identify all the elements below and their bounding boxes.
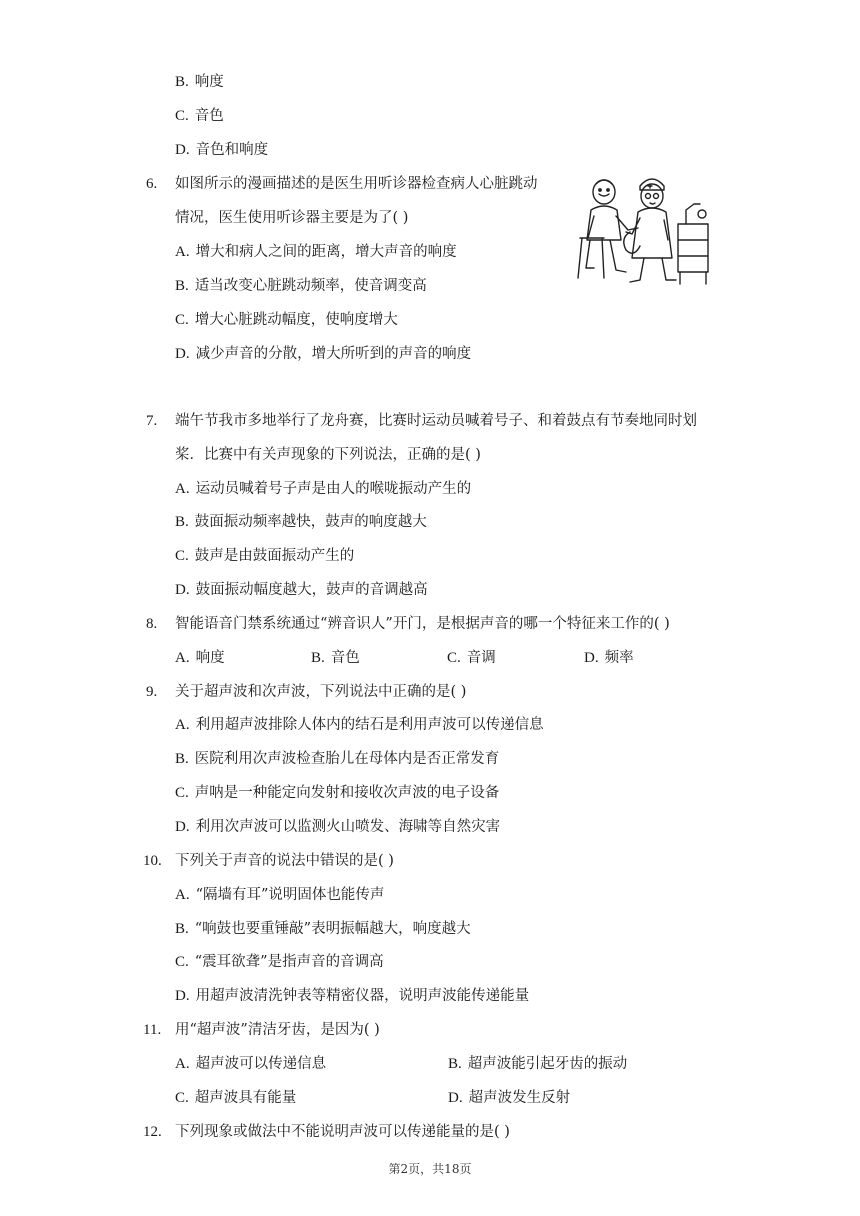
q6-stem-line2: 情况，医生使用听诊器主要是为了( ) <box>175 210 409 226</box>
q7-stem-line2: 桨．比赛中有关声现象的下列说法，正确的是( ) <box>175 447 481 463</box>
q10-stem: 下列关于声音的说法中错误的是( ) <box>175 853 394 869</box>
q10-option-b: B. “响鼓也要重锤敲”表明振幅越大，响度越大 <box>175 921 471 937</box>
q8-option-b: B. 音色 <box>311 650 360 666</box>
q6-option-a: A. 增大和病人之间的距离，增大声音的响度 <box>175 244 457 260</box>
q6-number: 6. <box>146 176 158 192</box>
q8-number: 8. <box>146 616 158 632</box>
q5-option-d: D. 音色和响度 <box>175 142 269 158</box>
q6-option-b: B. 适当改变心脏跳动频率，使音调变高 <box>175 278 427 294</box>
q11-stem: 用“超声波”清洁牙齿，是因为( ) <box>175 1022 380 1038</box>
q12-stem: 下列现象或做法中不能说明声波可以传递能量的是( ) <box>175 1124 510 1140</box>
page-footer: 第2页，共18页 <box>388 1162 472 1176</box>
q8-option-c: C. 音调 <box>447 650 496 666</box>
q8-option-d: D. 频率 <box>584 650 634 666</box>
q6-option-d: D. 减少声音的分散，增大所听到的声音的响度 <box>175 346 472 362</box>
q10-number: 10. <box>143 853 162 869</box>
q6-option-c: C. 增大心脏跳动幅度，使响度增大 <box>175 312 398 328</box>
q6-stem-line1: 如图所示的漫画描述的是医生用听诊器检查病人心脏跳动 <box>175 176 538 192</box>
q9-option-c: C. 声呐是一种能定向发射和接收次声波的电子设备 <box>175 785 500 801</box>
q9-option-b: B. 医院利用次声波检查胎儿在母体内是否正常发育 <box>175 751 500 767</box>
q7-stem-line1: 端午节我市多地举行了龙舟赛，比赛时运动员喊着号子、和着鼓点有节奏地同时划 <box>175 413 697 429</box>
doctor-stethoscope-illustration <box>566 170 716 292</box>
q7-option-c: C. 鼓声是由鼓面振动产生的 <box>175 548 355 564</box>
q9-number: 9. <box>146 684 158 700</box>
q10-option-a: A. “隔墙有耳”说明固体也能传声 <box>175 887 385 903</box>
q10-option-c: C. “震耳欲聋”是指声音的音调高 <box>175 954 384 970</box>
q11-option-a: A. 超声波可以传递信息 <box>175 1056 327 1072</box>
q8-stem: 智能语音门禁系统通过“辨音识人”开门，是根据声音的哪一个特征来工作的( ) <box>175 616 670 632</box>
q7-option-a: A. 运动员喊着号子声是由人的喉咙振动产生的 <box>175 481 472 497</box>
q11-option-b: B. 超声波能引起牙齿的振动 <box>448 1056 628 1072</box>
q5-option-c: C. 音色 <box>175 108 224 124</box>
q9-option-d: D. 利用次声波可以监测火山喷发、海啸等自然灾害 <box>175 819 501 835</box>
q7-option-d: D. 鼓面振动幅度越大，鼓声的音调越高 <box>175 582 428 598</box>
q8-option-a: A. 响度 <box>175 650 225 666</box>
q5-option-b: B. 响度 <box>175 74 224 90</box>
q12-number: 12. <box>143 1124 162 1140</box>
q7-option-b: B. 鼓面振动频率越快，鼓声的响度越大 <box>175 514 427 530</box>
q10-option-d: D. 用超声波清洗钟表等精密仪器，说明声波能传递能量 <box>175 988 530 1004</box>
q9-stem: 关于超声波和次声波，下列说法中正确的是( ) <box>175 684 467 700</box>
q9-option-a: A. 利用超声波排除人体内的结石是利用声波可以传递信息 <box>175 717 544 733</box>
q11-option-c: C. 超声波具有能量 <box>175 1090 297 1106</box>
q11-number: 11. <box>143 1022 162 1038</box>
q7-number: 7. <box>146 413 158 429</box>
q11-option-d: D. 超声波发生反射 <box>448 1090 571 1106</box>
